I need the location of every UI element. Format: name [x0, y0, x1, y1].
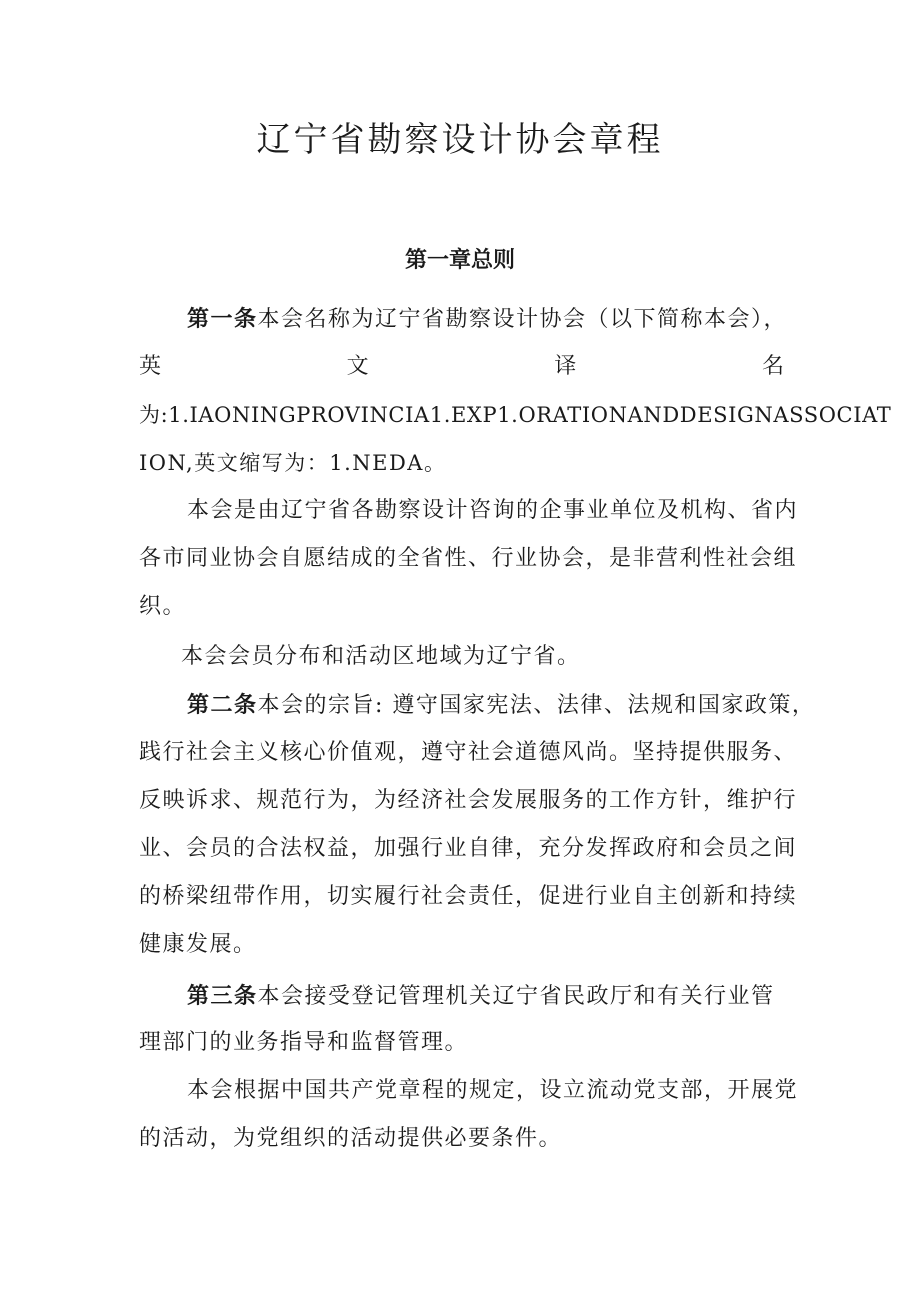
article-3-number: 第三条 — [187, 983, 258, 1009]
article-3-line-2: 理部门的业务指导和监督管理。 — [139, 1030, 469, 1055]
article-1-text-1: 本会名称为辽宁省勘察设计协会（以下简称本会）， — [257, 307, 788, 332]
spread-word-3: 译 — [554, 354, 577, 379]
article-3-text-1: 本会接受登记管理机关辽宁省民政厅和有关行业管 — [257, 984, 775, 1009]
spread-word-2: 文 — [346, 354, 369, 379]
article-1-line-4: ION,英文缩写为：1.NEDA。 — [139, 451, 447, 475]
nature-line-1: 本会是由辽宁省各勘察设计咨询的企事业单位及机构、省内 — [187, 498, 799, 523]
article-2-line-6: 健康发展。 — [139, 932, 257, 957]
article-2-line-5: 的桥梁纽带作用，切实履行社会责任，促进行业自主创新和持续 — [139, 884, 798, 909]
article-2-line-3: 反映诉求、规范行为，为经济社会发展服务的工作方针，维护行 — [139, 788, 798, 813]
chapter-heading: 第一章总则 — [404, 247, 515, 273]
article-2-text-1: 本会的宗旨: 遵守国家宪法、法律、法规和国家政策， — [257, 693, 816, 718]
region-paragraph: 本会会员分布和活动区地域为辽宁省。 — [181, 644, 581, 669]
article-2-line-4: 业、会员的合法权益，加强行业自律，充分发挥政府和会员之间 — [139, 836, 798, 861]
article-1-line-3: 为:1.IAONINGPROVINCIA1.EXP1.ORATIONANDDESIGNASSOCIAT — [139, 403, 892, 427]
article-2-line-1 — [187, 688, 815, 723]
party-line-2: 的活动，为党组织的活动提供必要条件。 — [139, 1126, 563, 1151]
article-3-line-1 — [187, 979, 775, 1014]
party-line-1: 本会根据中国共产党章程的规定，设立流动党支部，开展党 — [187, 1078, 799, 1103]
article-1-number: 第一条 — [187, 306, 258, 332]
nature-line-3: 织。 — [139, 594, 187, 619]
document-title: 辽宁省勘察设计协会章程 — [256, 120, 664, 160]
article-2-number: 第二条 — [187, 692, 258, 718]
nature-line-2: 各市同业协会自愿结成的全省性、行业协会，是非营利性社会组 — [139, 546, 798, 571]
spread-word-4: 名 — [761, 354, 784, 379]
spread-word-1: 英 — [139, 354, 162, 379]
article-1-line-2 — [139, 350, 784, 384]
article-2-line-2: 践行社会主义核心价值观，遵守社会道德风尚。坚持提供服务、 — [139, 740, 798, 765]
article-1-line-1 — [187, 302, 787, 337]
